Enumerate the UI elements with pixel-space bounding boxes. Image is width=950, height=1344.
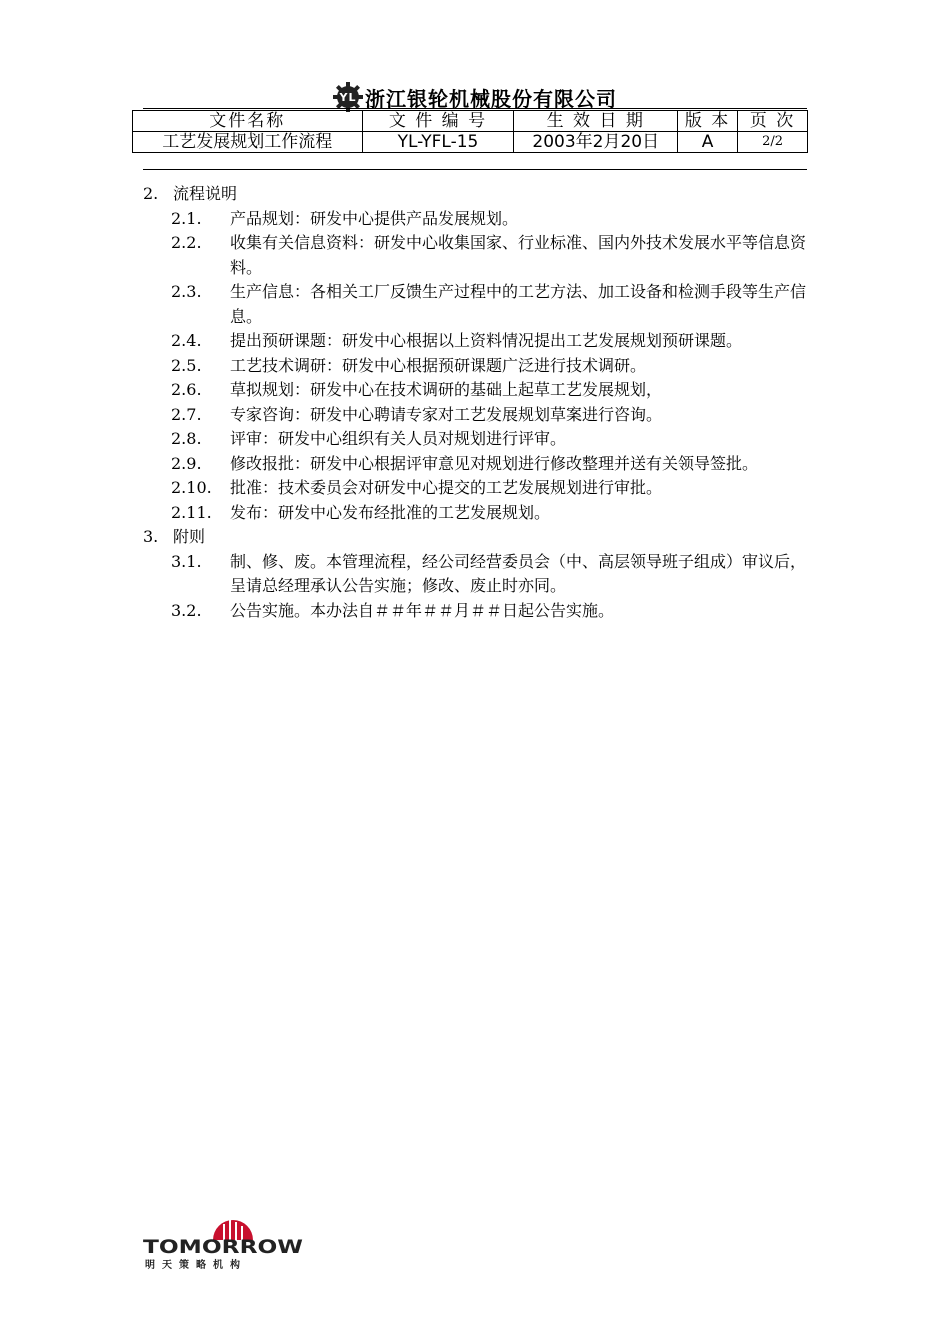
value-effective-date: 2003年2月20日 bbox=[514, 132, 678, 153]
item-number: 2.6. bbox=[171, 380, 202, 399]
list-item bbox=[143, 378, 807, 403]
item-number: 2.4. bbox=[171, 331, 202, 350]
item-text: 制、修、废。本管理流程，经公司经营委员会（中、高层领导班子组成）审议后，呈请总经理承认公告实施；修改、废止时亦同。 bbox=[230, 551, 807, 595]
item-number: 2.3. bbox=[171, 282, 202, 301]
item-number: 2.2. bbox=[171, 233, 202, 252]
table-header-row bbox=[133, 111, 808, 132]
item-number: 2.10. bbox=[171, 478, 212, 497]
header-rule-top bbox=[143, 108, 807, 109]
list-item bbox=[143, 427, 807, 452]
item-text: 修改报批：研发中心根据评审意见对规划进行修改整理并送有关领导签批。 bbox=[230, 453, 759, 473]
document-info-table bbox=[132, 110, 808, 153]
list-item bbox=[143, 476, 807, 501]
header-rule-bottom bbox=[143, 169, 807, 170]
document-body bbox=[143, 182, 807, 623]
item-text: 发布：研发中心发布经批准的工艺发展规划。 bbox=[230, 502, 551, 522]
item-text: 生产信息：各相关工厂反馈生产过程中的工艺方法、加工设备和检测手段等生产信息。 bbox=[230, 282, 807, 326]
item-number: 2.8. bbox=[171, 429, 202, 448]
footer-logo-subtext: 明天策略机构 bbox=[145, 1260, 247, 1271]
svg-text:YL: YL bbox=[339, 91, 357, 104]
value-page: 2/2 bbox=[738, 132, 808, 153]
item-number: 3.1. bbox=[171, 551, 202, 571]
company-name: 浙江银轮机械股份有限公司 bbox=[365, 87, 617, 111]
tomorrow-logo-icon bbox=[143, 1212, 303, 1272]
item-text: 收集有关信息资料：研发中心收集国家、行业标准、国内外技术发展水平等信息资料。 bbox=[230, 233, 807, 277]
list-item bbox=[143, 231, 807, 280]
item-text: 产品规划：研发中心提供产品发展规划。 bbox=[230, 208, 519, 228]
item-text: 公告实施。本办法自＃＃年＃＃月＃＃日起公告实施。 bbox=[230, 600, 615, 620]
value-version: A bbox=[678, 132, 738, 153]
item-number: 2.1. bbox=[171, 208, 202, 228]
item-text: 草拟规划：研发中心在技术调研的基础上起草工艺发展规划， bbox=[230, 380, 663, 399]
section-number: 2. bbox=[143, 184, 159, 203]
item-text: 专家咨询：研发中心聘请专家对工艺发展规划草案进行咨询。 bbox=[230, 404, 663, 424]
item-text: 提出预研课题：研发中心根据以上资料情况提出工艺发展规划预研课题。 bbox=[230, 331, 743, 350]
list-item bbox=[143, 403, 807, 428]
list-item bbox=[143, 452, 807, 477]
item-text: 评审：研发中心组织有关人员对规划进行评审。 bbox=[230, 429, 567, 448]
section-number: 3. bbox=[143, 527, 159, 546]
item-text: 批准：技术委员会对研发中心提交的工艺发展规划进行审批。 bbox=[230, 478, 663, 497]
col-file-name: 文件名称 bbox=[133, 111, 363, 132]
footer-logo-text: TOMORROW bbox=[143, 1236, 303, 1258]
col-version: 版 本 bbox=[678, 111, 738, 132]
list-item bbox=[143, 599, 807, 624]
list-item bbox=[143, 280, 807, 329]
value-file-name: 工艺发展规划工作流程 bbox=[133, 132, 363, 153]
item-text: 工艺技术调研：研发中心根据预研课题广泛进行技术调研。 bbox=[230, 355, 647, 375]
item-number: 2.7. bbox=[171, 404, 202, 424]
section-heading bbox=[143, 182, 807, 207]
list-item bbox=[143, 207, 807, 232]
col-effective-date: 生 效 日 期 bbox=[514, 111, 678, 132]
value-file-code: YL-YFL-15 bbox=[362, 132, 514, 153]
list-item bbox=[143, 329, 807, 354]
item-number: 2.5. bbox=[171, 355, 202, 375]
section-title: 流程说明 bbox=[173, 184, 238, 203]
item-number: 2.9. bbox=[171, 453, 202, 473]
col-file-code: 文 件 编 号 bbox=[362, 111, 514, 132]
section-heading bbox=[143, 525, 807, 550]
list-item bbox=[143, 550, 807, 599]
list-item bbox=[143, 354, 807, 379]
item-number: 2.11. bbox=[171, 502, 212, 522]
list-item bbox=[143, 501, 807, 526]
table-row bbox=[133, 132, 808, 153]
item-number: 3.2. bbox=[171, 600, 202, 620]
col-page: 页 次 bbox=[738, 111, 808, 132]
section-title: 附则 bbox=[173, 527, 206, 546]
